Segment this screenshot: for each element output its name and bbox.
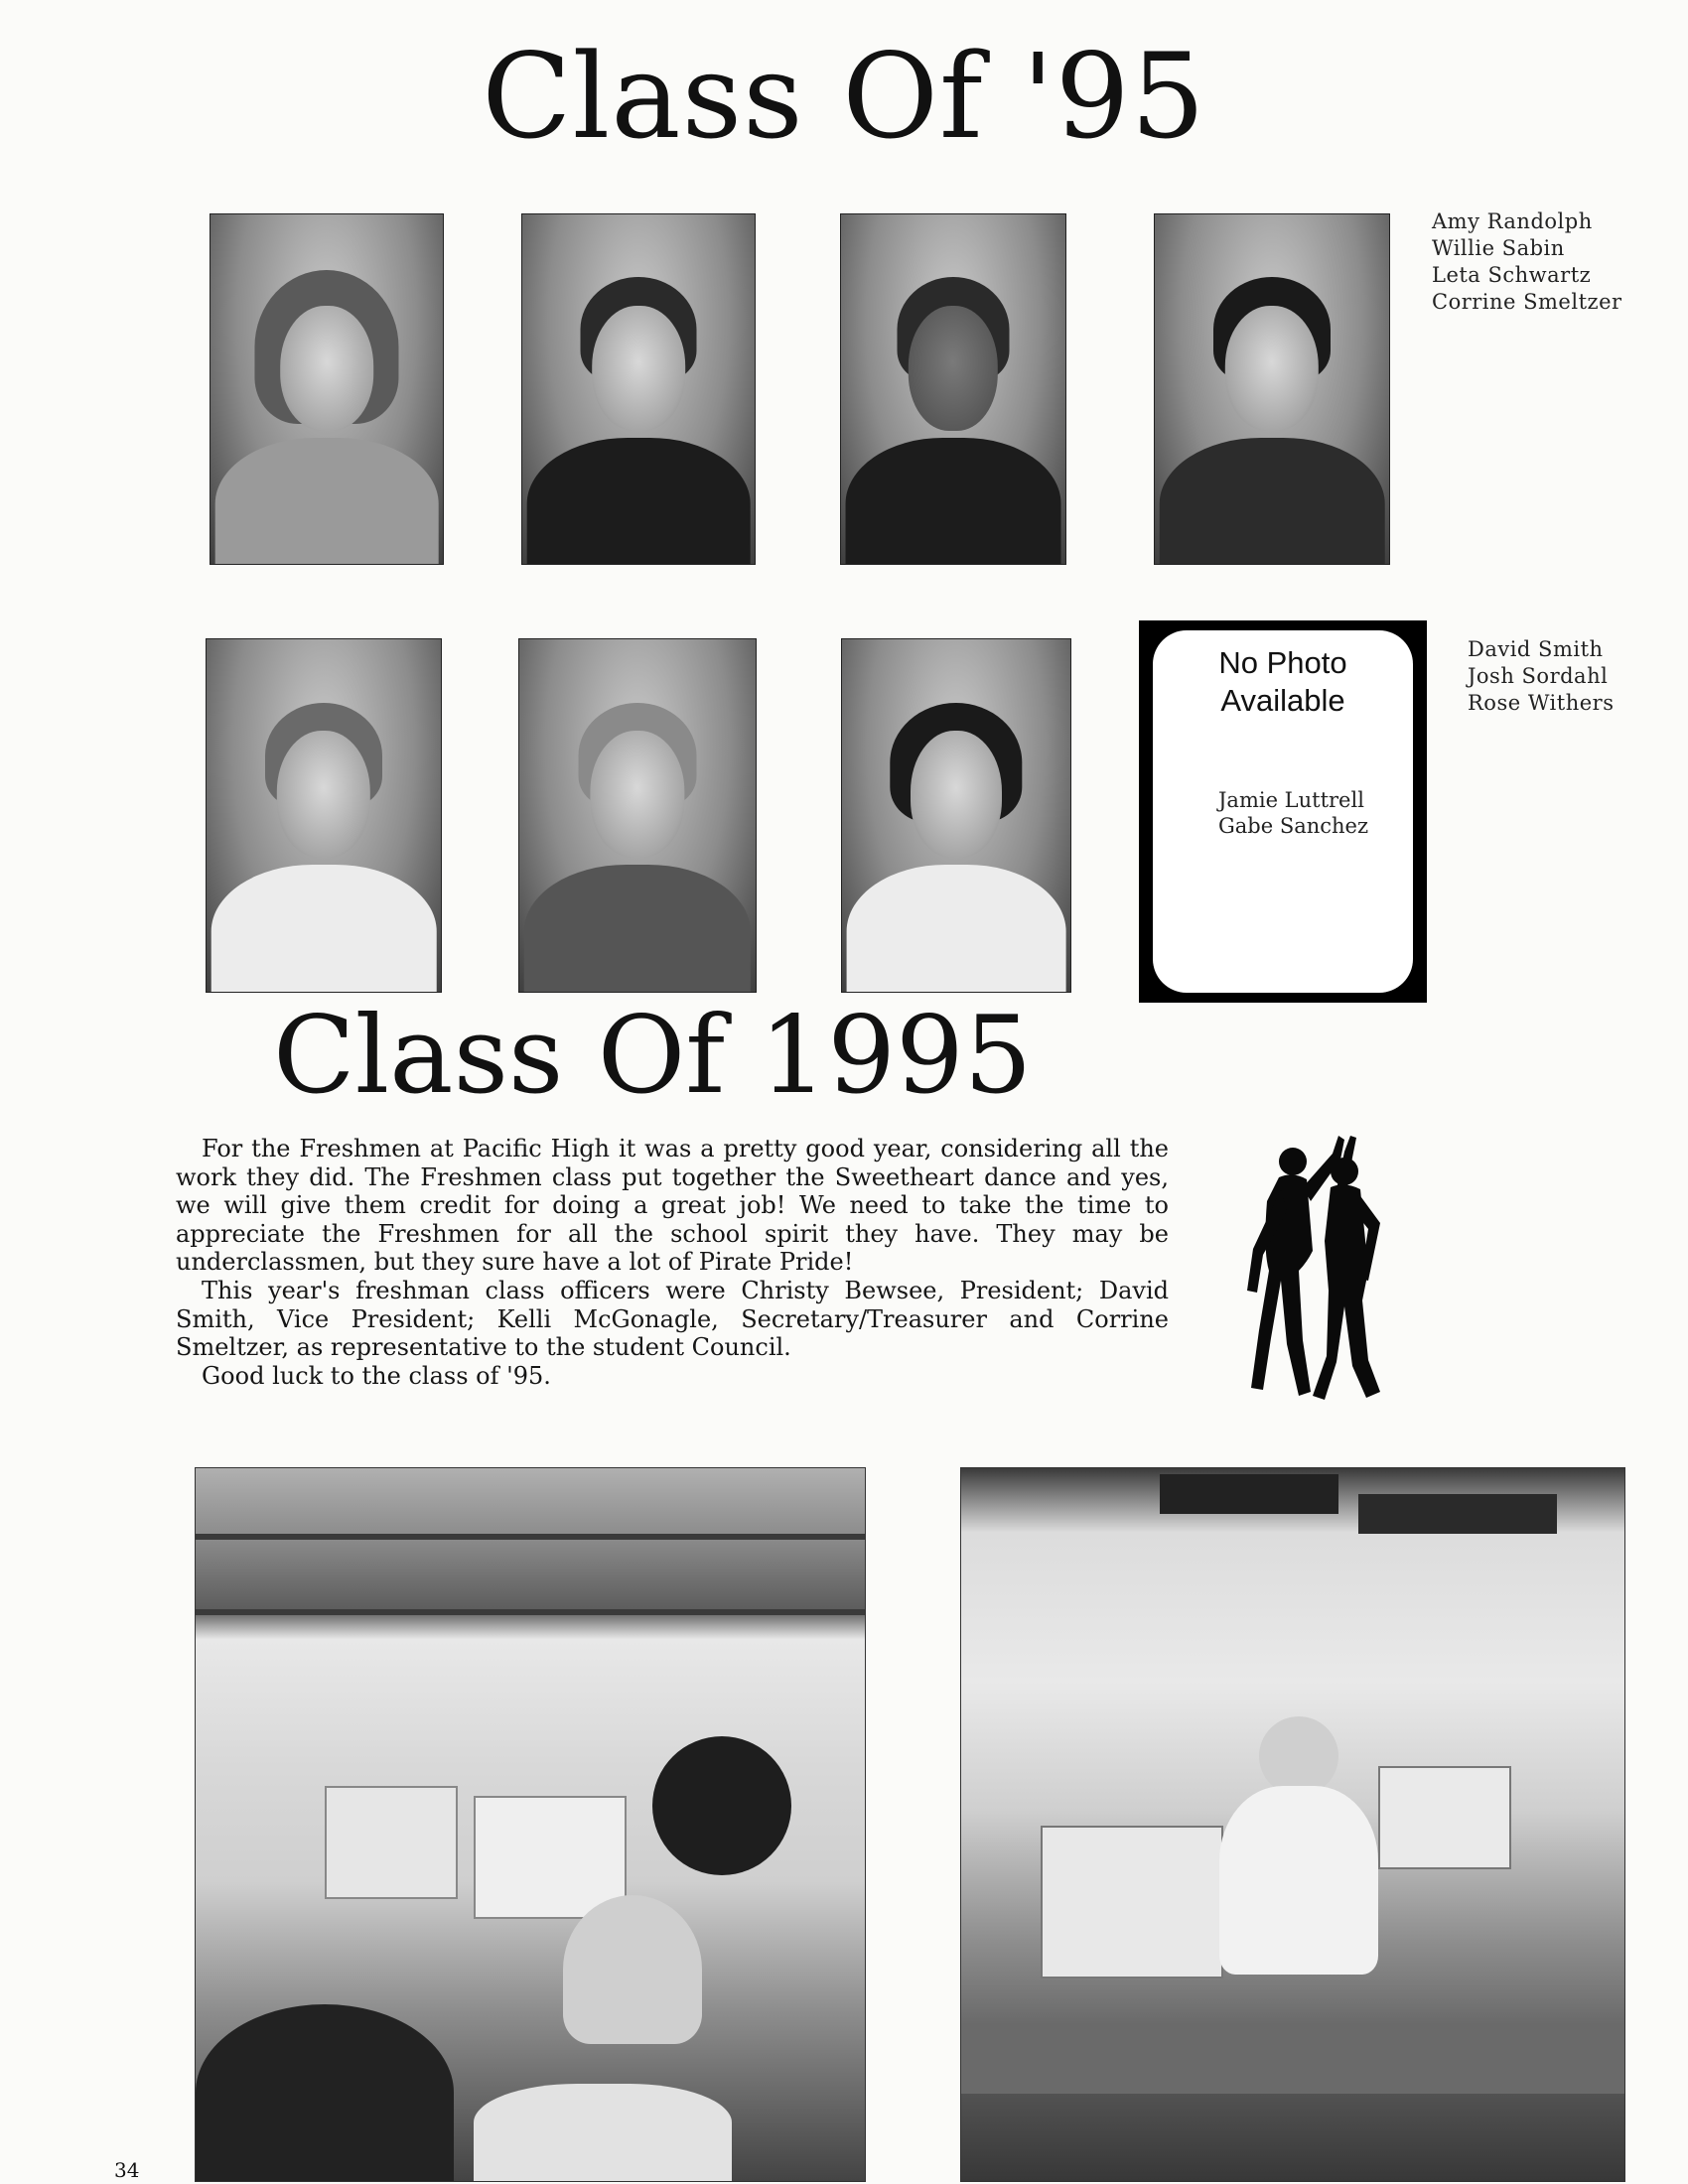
row1-name-list: [1432, 208, 1622, 316]
no-photo-label: [1153, 644, 1413, 720]
article-paragraph-3: Good luck to the class of '95.: [202, 1361, 551, 1390]
name-item: Gabe Sanchez: [1218, 814, 1369, 838]
page-title: Class Of '95: [482, 28, 1206, 165]
dancing-couple-silhouette-icon: [1241, 1132, 1390, 1410]
name-item: Corrine Smeltzer: [1432, 290, 1622, 314]
name-item: Amy Randolph: [1432, 209, 1593, 233]
article-body: [176, 1135, 1169, 1390]
article-paragraph-2: This year's freshman class officers were Christy Bewsee, President; David Smith, Vice President; Kelli McGonagle, Secretary/Treasurer and Corrine Smeltzer, as representative to the student Council.: [176, 1276, 1169, 1362]
portrait-photo-2: [521, 213, 756, 565]
no-photo-name-list: [1218, 787, 1368, 839]
no-photo-placeholder: [1139, 620, 1427, 1003]
no-photo-label-line-2: Available: [1220, 683, 1345, 718]
portrait-photo-5: [206, 638, 442, 993]
name-item: David Smith: [1468, 637, 1604, 661]
name-item: Josh Sordahl: [1468, 664, 1609, 688]
article-headline: Class Of 1995: [273, 994, 1033, 1118]
portrait-photo-6: [518, 638, 757, 993]
portrait-photo-7: [841, 638, 1071, 993]
article-paragraph-1: For the Freshmen at Pacific High it was a pretty good year, considering all the work they did. The Freshmen class put together the Sweetheart dance and yes, we will give them credit for doing a great job! We need to take the time to appreciate the Freshmen for all the school spirit they have. They may be underclassmen, but they sure have a lot of Pirate Pride!: [176, 1135, 1169, 1277]
portrait-photo-1: [210, 213, 444, 565]
name-item: Willie Sabin: [1432, 236, 1565, 260]
computer-lab-photo-right: [960, 1467, 1625, 2182]
portrait-photo-3: [840, 213, 1066, 565]
no-photo-label-line-1: No Photo: [1218, 645, 1347, 680]
name-item: Leta Schwartz: [1432, 263, 1592, 287]
name-item: Jamie Luttrell: [1218, 788, 1364, 812]
page-number: 34: [114, 2158, 140, 2182]
no-photo-frame: [1153, 630, 1413, 993]
name-item: Rose Withers: [1468, 691, 1615, 715]
computer-lab-photo-left: [195, 1467, 866, 2182]
portrait-photo-4: [1154, 213, 1390, 565]
row2-name-list: [1468, 636, 1614, 717]
